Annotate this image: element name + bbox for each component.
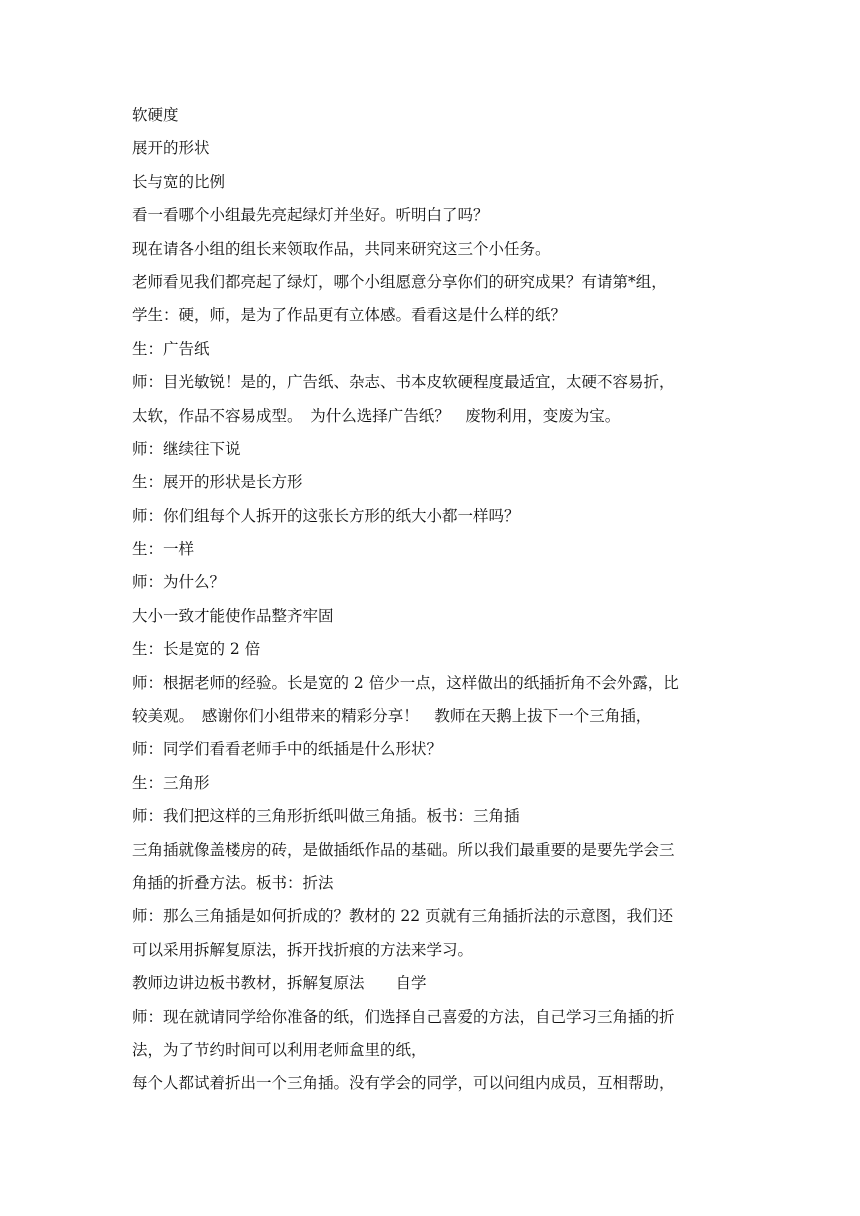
document-body (132, 100, 732, 1102)
text-line: 师：继续往下说 (132, 439, 241, 458)
text-line: 学生：硬，师，是为了作品更有立体感。看看这是什么样的纸？ (132, 306, 567, 325)
text-line: 长与宽的比例 (132, 172, 226, 191)
text-line: 生：展开的形状是长方形 (132, 473, 303, 492)
text-line: 现在请各小组的组长来领取作品，共同来研究这三个小任务。 (132, 239, 551, 258)
text-line: 每个人都试着折出一个三角插。没有学会的同学，可以问组内成员，互相帮助， (132, 1074, 675, 1093)
text-line: 生：三角形 (132, 773, 210, 792)
text-line: 较美观。 感谢你们小组带来的精彩分享！ 教师在天鹅上拔下一个三角插， (132, 707, 652, 726)
text-line: 大小一致才能使作品整齐牢固 (132, 606, 334, 625)
text-line: 法，为了节约时间可以利用老师盒里的纸， (132, 1040, 427, 1059)
text-line: 师：那么三角插是如何折成的？教材的 22 页就有三角插折法的示意图，我们还 (132, 907, 674, 926)
text-line: 角插的折叠方法。板书：折法 (132, 873, 334, 892)
text-line: 软硬度 (132, 106, 179, 124)
text-line: 展开的形状 (132, 139, 210, 158)
text-line: 生：一样 (132, 540, 195, 559)
text-line: 生：长是宽的 2 倍 (132, 640, 261, 659)
text-line: 太软，作品不容易成型。 为什么选择广告纸？ 废物利用，变废为宝。 (132, 406, 621, 425)
text-line: 可以采用拆解复原法，拆开找折痕的方法来学习。 (132, 940, 474, 959)
text-line: 师：我们把这样的三角形折纸叫做三角插。板书：三角插 (132, 807, 520, 826)
text-line: 师：你们组每个人拆开的这张长方形的纸大小都一样吗？ (132, 506, 520, 525)
text-line: 生：广告纸 (132, 339, 210, 358)
text-line: 老师看见我们都亮起了绿灯，哪个小组愿意分享你们的研究成果？有请第*组， (132, 272, 667, 291)
text-line: 教师边讲边板书教材，拆解复原法 自学 (132, 974, 427, 993)
text-line: 师：同学们看看老师手中的纸插是什么形状？ (132, 740, 443, 759)
text-line: 师：现在就请同学给你准备的纸，们选择自己喜爱的方法，自己学习三角插的折 (132, 1007, 675, 1026)
text-line: 师：目光敏锐！是的，广告纸、杂志、书本皮软硬程度最适宜，太硬不容易折， (132, 373, 675, 392)
text-line: 三角插就像盖楼房的砖，是做插纸作品的基础。所以我们最重要的是要先学会三 (132, 840, 675, 859)
text-line: 师：根据老师的经验。长是宽的 2 倍少一点，这样做出的纸插折角不会外露，比 (132, 673, 679, 692)
text-line: 师：为什么？ (132, 573, 226, 592)
text-line: 看一看哪个小组最先亮起绿灯并坐好。听明白了吗？ (132, 206, 489, 225)
